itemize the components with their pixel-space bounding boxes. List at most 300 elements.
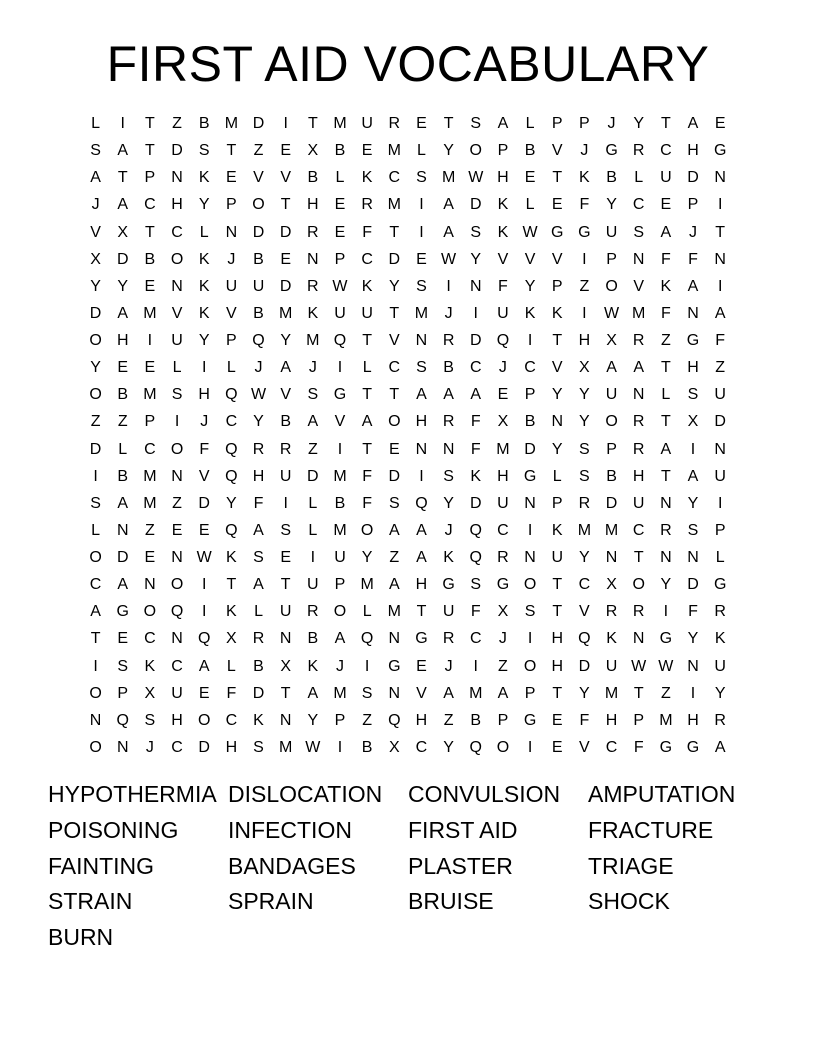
grid-cell: Y (579, 684, 590, 702)
grid-cell: N (171, 630, 183, 648)
grid-cell: C (632, 196, 645, 214)
grid-cell: G (713, 142, 727, 160)
grid-cell: A (416, 386, 427, 404)
grid-cell: A (714, 304, 726, 322)
grid-cell: Y (90, 359, 101, 377)
grid-cell: M (604, 684, 619, 702)
grid-cell: Q (170, 603, 184, 621)
grid-cell: A (443, 223, 454, 241)
grid-cell: I (582, 304, 587, 322)
grid-cell: Z (715, 359, 726, 377)
grid-cell: M (306, 332, 320, 350)
grid-cell: S (307, 386, 319, 404)
grid-cell: T (552, 684, 563, 702)
grid-cell: F (362, 467, 373, 485)
grid-cell: Y (579, 549, 590, 567)
grid-cell: R (279, 440, 292, 458)
grid-cell: F (579, 196, 590, 214)
grid-cell: M (387, 196, 401, 214)
grid-cell: J (308, 359, 317, 377)
grid-cell: C (469, 359, 482, 377)
grid-cell: O (333, 603, 347, 621)
grid-cell: F (688, 603, 698, 621)
grid-cell: W (441, 250, 457, 268)
grid-cell: T (552, 332, 563, 350)
grid-cell: U (605, 223, 618, 241)
grid-cell: H (171, 711, 183, 729)
grid-cell: X (687, 413, 699, 431)
grid-cell: D (89, 440, 102, 458)
grid-cell: E (416, 657, 427, 675)
word-list-item: INFECTION (228, 816, 352, 843)
grid-cell: O (360, 521, 374, 539)
grid-cell: I (147, 332, 153, 350)
grid-cell: R (361, 196, 373, 214)
grid-cell: P (579, 115, 590, 133)
grid-cell: S (171, 386, 183, 404)
grid-cell: P (551, 277, 563, 295)
grid-cell: T (90, 630, 101, 648)
grid-cell: P (524, 684, 536, 702)
grid-cell: F (199, 440, 210, 458)
grid-cell: O (143, 603, 157, 621)
grid-cell: U (497, 304, 509, 322)
grid-row (82, 327, 734, 354)
grid-cell: J (444, 521, 453, 539)
grid-cell: U (171, 684, 183, 702)
grid-cell: E (524, 169, 536, 187)
grid-cell: D (469, 494, 482, 512)
grid-cell: I (473, 304, 478, 322)
grid-cell: I (337, 440, 343, 458)
grid-cell: H (497, 169, 509, 187)
grid-row (82, 463, 734, 490)
grid-cell: U (334, 304, 346, 322)
grid-cell: V (416, 684, 427, 702)
grid-cell: O (605, 413, 618, 431)
grid-cell: H (687, 359, 699, 377)
grid-cell: S (361, 684, 373, 702)
grid-cell: L (417, 142, 426, 160)
grid-cell: E (334, 223, 346, 241)
grid-cell: L (525, 196, 535, 214)
grid-cell: E (497, 386, 509, 404)
grid-cell: M (604, 521, 619, 539)
grid-cell: Q (469, 549, 482, 567)
grid-row (82, 598, 734, 625)
grid-cell: Y (307, 711, 319, 729)
grid-cell: V (633, 277, 645, 295)
grid-cell: L (308, 494, 318, 512)
grid-cell: O (523, 657, 537, 675)
grid-cell: B (606, 169, 617, 187)
grid-cell: E (551, 196, 563, 214)
grid-cell: S (687, 386, 699, 404)
grid-cell: C (225, 413, 238, 431)
grid-cell: K (443, 549, 454, 567)
grid-cell: Z (362, 711, 373, 729)
grid-cell: A (497, 684, 509, 702)
grid-cell: E (226, 169, 237, 187)
grid-cell: Y (714, 684, 726, 702)
grid-cell: T (443, 115, 454, 133)
grid-cell: M (333, 467, 347, 485)
grid-cell: E (280, 549, 291, 567)
grid-cell: I (663, 603, 669, 621)
grid-cell: S (416, 277, 427, 295)
grid-cell: U (714, 467, 726, 485)
grid-cell: L (715, 549, 725, 567)
grid-cell: D (714, 413, 726, 431)
grid-cell: G (333, 386, 347, 404)
grid-cell: X (497, 603, 509, 621)
grid-cell: B (117, 467, 129, 485)
grid-row (82, 137, 734, 164)
grid-cell: J (91, 196, 100, 214)
grid-cell: Q (578, 630, 591, 648)
grid-cell: A (714, 738, 726, 756)
grid-cell: W (603, 304, 620, 322)
grid-row (82, 490, 734, 517)
grid-cell: C (171, 657, 183, 675)
grid-cell: N (89, 711, 102, 729)
grid-cell: O (469, 142, 482, 160)
grid-row (82, 517, 734, 544)
grid-cell: J (335, 657, 344, 675)
grid-cell: K (579, 169, 590, 187)
grid-cell: T (389, 223, 400, 241)
grid-cell: T (660, 413, 671, 431)
grid-cell: P (633, 711, 645, 729)
grid-cell: M (143, 386, 157, 404)
grid-cell: P (144, 413, 156, 431)
grid-cell: M (659, 711, 673, 729)
grid-cell: H (687, 142, 699, 160)
grid-cell: X (117, 223, 129, 241)
grid-cell: A (198, 657, 210, 675)
grid-cell: K (606, 630, 617, 648)
grid-cell: N (415, 440, 428, 458)
grid-cell: G (605, 142, 618, 160)
grid-cell: K (253, 711, 264, 729)
grid-cell: G (713, 576, 727, 594)
grid-cell: U (605, 386, 618, 404)
grid-cell: N (171, 549, 183, 567)
grid-cell: E (280, 142, 291, 160)
grid-cell: T (715, 223, 726, 241)
grid-cell: T (660, 467, 671, 485)
word-list-item: BURN (48, 924, 114, 951)
grid-cell: R (307, 603, 319, 621)
grid-cell: X (307, 142, 319, 160)
grid-cell: Q (496, 332, 510, 350)
grid-cell: B (443, 359, 454, 377)
grid-cell: L (634, 169, 644, 187)
grid-cell: B (524, 142, 536, 160)
grid-cell: V (497, 250, 509, 268)
grid-cell: D (171, 142, 183, 160)
grid-cell: U (660, 169, 672, 187)
grid-cell: K (660, 277, 672, 295)
grid-cell: K (497, 223, 509, 241)
grid-cell: I (527, 332, 533, 350)
grid-cell: E (171, 521, 183, 539)
grid-cell: H (497, 467, 509, 485)
grid-cell: N (687, 549, 699, 567)
grid-cell: A (443, 196, 454, 214)
grid-cell: A (361, 413, 373, 431)
grid-cell: P (144, 169, 156, 187)
grid-cell: R (442, 630, 455, 648)
grid-cell: A (388, 521, 400, 539)
grid-cell: Z (117, 413, 128, 431)
grid-cell: D (307, 467, 319, 485)
grid-cell: I (690, 684, 696, 702)
grid-cell: D (116, 250, 129, 268)
grid-cell: T (117, 169, 128, 187)
grid-cell: P (117, 684, 129, 702)
grid-cell: G (442, 576, 455, 594)
grid-cell: C (469, 630, 482, 648)
grid-cell: T (660, 115, 671, 133)
grid-cell: A (117, 304, 129, 322)
grid-cell: D (578, 657, 591, 675)
grid-cell: N (524, 494, 536, 512)
grid-row (82, 191, 734, 218)
grid-cell: K (307, 657, 319, 675)
grid-cell: D (198, 738, 210, 756)
grid-cell: I (310, 549, 316, 567)
grid-cell: U (307, 576, 319, 594)
grid-row (82, 164, 734, 191)
grid-cell: W (332, 277, 348, 295)
grid-cell: C (415, 738, 428, 756)
page-title: FIRST AID VOCABULARY (106, 36, 710, 92)
grid-cell: I (201, 576, 207, 594)
grid-cell: U (361, 304, 373, 322)
word-list-item: BRUISE (408, 888, 494, 915)
grid-cell: B (307, 630, 319, 648)
word-list-item: PLASTER (408, 852, 513, 879)
grid-cell: R (632, 413, 645, 431)
grid-cell: T (145, 115, 155, 133)
grid-cell: L (118, 440, 128, 458)
grid-cell: C (171, 223, 183, 241)
grid-cell: B (198, 115, 210, 133)
grid-cell: N (388, 630, 401, 648)
grid-row (82, 680, 734, 707)
grid-cell: H (415, 413, 428, 431)
grid-cell: N (442, 440, 455, 458)
grid-cell: L (199, 223, 209, 241)
grid-cell: A (90, 603, 101, 621)
grid-cell: U (252, 277, 265, 295)
letter-grid (82, 110, 734, 761)
grid-cell: X (388, 738, 400, 756)
grid-cell: V (579, 603, 590, 621)
grid-cell: A (687, 277, 699, 295)
grid-cell: A (633, 359, 645, 377)
grid-cell: I (201, 603, 207, 621)
grid-cell: X (606, 576, 617, 594)
grid-cell: E (714, 115, 726, 133)
grid-cell: T (280, 684, 291, 702)
grid-cell: A (117, 196, 129, 214)
grid-cell: G (659, 738, 673, 756)
grid-cell: Y (361, 549, 373, 567)
grid-cell: N (605, 549, 618, 567)
grid-cell: Y (443, 494, 454, 512)
grid-cell: J (498, 630, 507, 648)
grid-cell: Q (415, 494, 428, 512)
grid-cell: A (334, 630, 346, 648)
grid-cell: S (443, 467, 454, 485)
grid-cell: V (253, 169, 264, 187)
grid-cell: K (198, 304, 210, 322)
grid-cell: L (335, 169, 345, 187)
grid-cell: E (388, 440, 400, 458)
grid-cell: C (388, 359, 401, 377)
grid-cell: M (143, 494, 157, 512)
grid-cell: U (551, 549, 564, 567)
grid-cell: I (419, 467, 424, 485)
grid-cell: A (416, 549, 427, 567)
grid-cell: U (361, 115, 373, 133)
grid-cell: V (198, 467, 210, 485)
grid-cell: C (578, 576, 591, 594)
grid-cell: F (579, 711, 590, 729)
grid-cell: X (144, 684, 156, 702)
grid-cell: I (283, 494, 288, 512)
word-list-item: AMPUTATION (588, 781, 736, 807)
grid-cell: O (89, 332, 102, 350)
grid-cell: S (117, 657, 129, 675)
grid-cell: T (552, 169, 563, 187)
grid-cell: D (116, 549, 129, 567)
grid-row (82, 544, 734, 571)
grid-cell: F (362, 494, 373, 512)
grid-cell: H (632, 467, 645, 485)
grid-cell: A (687, 115, 699, 133)
grid-cell: Z (660, 684, 671, 702)
grid-cell: N (388, 684, 401, 702)
grid-cell: N (279, 711, 292, 729)
grid-cell: N (551, 413, 564, 431)
grid-cell: Q (360, 630, 374, 648)
grid-cell: B (470, 711, 482, 729)
grid-cell: Z (660, 332, 671, 350)
grid-cell: I (717, 277, 723, 295)
grid-cell: I (446, 277, 451, 295)
grid-cell: M (469, 684, 483, 702)
grid-cell: M (387, 142, 401, 160)
grid-cell: C (605, 738, 618, 756)
grid-cell: L (525, 115, 535, 133)
grid-cell: T (362, 440, 373, 458)
grid-cell: V (551, 359, 563, 377)
grid-cell: R (388, 115, 401, 133)
grid-cell: P (226, 332, 237, 350)
grid-cell: N (714, 250, 726, 268)
grid-cell: B (334, 494, 346, 512)
grid-cell: T (389, 304, 400, 322)
grid-cell: A (253, 576, 264, 594)
grid-cell: W (250, 386, 267, 404)
grid-cell: M (279, 738, 293, 756)
grid-cell: K (307, 304, 319, 322)
grid-cell: N (632, 386, 645, 404)
grid-cell: Z (307, 440, 318, 458)
grid-cell: S (470, 576, 482, 594)
grid-cell: Y (198, 196, 210, 214)
grid-cell: V (524, 250, 536, 268)
grid-cell: H (551, 630, 564, 648)
grid-cell: E (551, 738, 563, 756)
grid-cell: O (89, 738, 102, 756)
grid-cell: A (280, 359, 291, 377)
grid-cell: O (89, 684, 102, 702)
grid-cell: Z (90, 413, 101, 431)
grid-cell: R (442, 413, 455, 431)
grid-cell: V (171, 304, 183, 322)
grid-cell: W (522, 223, 538, 241)
grid-cell: Y (388, 277, 400, 295)
grid-cell: Q (225, 521, 238, 539)
grid-cell: B (117, 386, 129, 404)
grid-cell: R (632, 603, 645, 621)
grid-cell: L (172, 359, 182, 377)
grid-cell: L (661, 386, 671, 404)
grid-cell: Y (687, 630, 699, 648)
grid-cell: Q (225, 440, 238, 458)
grid-cell: C (144, 630, 156, 648)
grid-cell: X (90, 250, 101, 268)
grid-cell: F (226, 684, 237, 702)
grid-cell: M (143, 467, 157, 485)
grid-cell: K (497, 196, 509, 214)
grid-cell: Y (660, 576, 672, 594)
grid-cell: S (470, 223, 482, 241)
grid-row (82, 571, 734, 598)
grid-cell: R (714, 711, 726, 729)
grid-row (82, 219, 734, 246)
grid-cell: F (470, 603, 481, 621)
grid-cell: Y (633, 115, 645, 133)
grid-cell: M (577, 521, 592, 539)
grid-cell: R (632, 142, 645, 160)
word-list-item: BANDAGES (228, 852, 356, 879)
grid-cell: G (415, 630, 428, 648)
grid-cell: E (416, 250, 427, 268)
grid-cell: K (226, 549, 237, 567)
grid-cell: S (253, 738, 264, 756)
grid-cell: O (89, 386, 102, 404)
grid-cell: E (416, 115, 427, 133)
grid-cell: E (144, 277, 156, 295)
grid-cell: J (580, 142, 589, 160)
grid-cell: I (120, 115, 125, 133)
grid-cell: H (116, 332, 129, 350)
grid-cell: Y (606, 196, 617, 214)
grid-cell: G (551, 223, 564, 241)
grid-cell: U (279, 467, 292, 485)
grid-cell: Z (145, 521, 155, 539)
grid-cell: G (659, 630, 673, 648)
grid-cell: A (660, 223, 672, 241)
grid-cell: V (226, 304, 237, 322)
grid-cell: J (145, 738, 154, 756)
grid-cell: F (688, 250, 698, 268)
